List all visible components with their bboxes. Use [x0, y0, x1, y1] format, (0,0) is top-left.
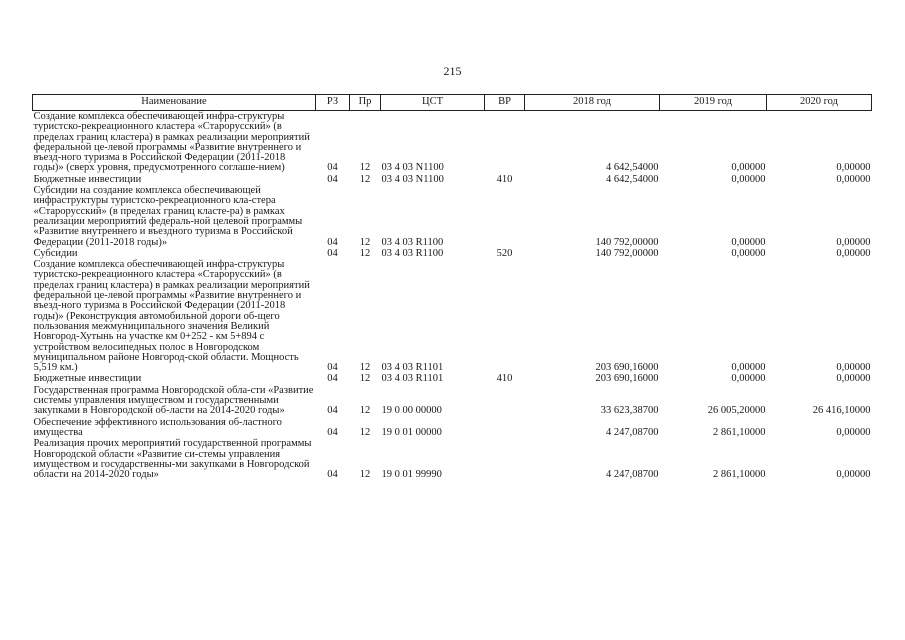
row-pr: 12: [359, 469, 371, 481]
header-2018: 2018 год: [525, 95, 660, 111]
row-name: Создание комплекса обеспечивающей инфра-структуры туристско-рекреационного кластера «Старорусский» (в пределах границ кластера) в рамках реализации мероприятий федеральной це-левой программы «Развитие внутреннего и въезд-ного туризма в Российской Федерации (2011-2018 годы)» (Реконструкция автомобильной дороги об-щего пользования межмуниципального значения Великий Новгород-Хутынь на участке км 0+252 - км 5+894 с устройством велосипедных полос в Новгородском муниципальном районе Новгород-ской области. Мощность 5,519 км.): [33, 259, 310, 374]
table-row: [33, 438, 872, 480]
page-number: 215: [443, 64, 462, 78]
row-2019: 2 861,10000: [713, 469, 766, 481]
table-body: [33, 111, 872, 481]
header-rz: РЗ: [316, 95, 350, 111]
row-vr: [485, 259, 525, 373]
row-vr: [485, 185, 525, 248]
row-2018: 4 642,54000: [606, 162, 659, 174]
row-rz: 04: [327, 173, 338, 185]
row-2018: 4 247,08700: [606, 426, 659, 438]
row-rz: 04: [327, 236, 338, 248]
row-2019: 2 861,10000: [713, 426, 766, 438]
row-name: Субсидии на создание комплекса обеспечивающей инфраструктуры туристско-рекреационного кла-стера «Старорусский» (в пределах границ класте-ра) в рамках реализации мероприятий федераль-ной целевой программы «Развитие внутреннего и въездного туризма в Российской Федерации (2011-2018 годы)»: [33, 185, 303, 248]
table-row: [33, 248, 872, 259]
row-rz: 04: [327, 469, 338, 481]
row-2018: 140 792,00000: [595, 236, 659, 248]
header-name: Наименование: [33, 95, 316, 111]
row-2018: 203 690,16000: [595, 373, 659, 385]
row-2020: 0,00000: [836, 247, 871, 259]
row-cst: 03 4 03 R1101: [381, 373, 444, 385]
row-pr: 12: [359, 162, 371, 174]
row-2020: 26 416,10000: [812, 405, 871, 417]
header-pr: Пр: [350, 95, 381, 111]
row-cst: 03 4 03 R1101: [381, 362, 444, 374]
row-name: Бюджетные инвестиции: [33, 373, 142, 385]
row-cst: 03 4 03 R1100: [381, 247, 444, 259]
row-2020: 0,00000: [836, 173, 871, 185]
row-name: Реализация прочих мероприятий государственной программы Новгородской области «Развитие си-стемы управления имуществом и государственны-ми закупками в Новгородской области на 2014-2020 годы»: [33, 438, 312, 481]
table-row: [33, 417, 872, 439]
row-vr: [485, 417, 525, 439]
row-2018: 4 642,54000: [606, 173, 659, 185]
row-2020: 0,00000: [836, 469, 871, 481]
row-2018: 140 792,00000: [595, 247, 659, 259]
row-name: Создание комплекса обеспечивающей инфра-структуры туристско-рекреационного кластера «Старорусский» (в пределах границ кластера) в рамках реализации мероприятий федеральной це-левой программы «Развитие внутреннего и въезд-ного туризма в Российской Федерации (2011-2018 годы)» (сверх уровня, предусмотренного соглаше-нием): [33, 111, 310, 174]
row-pr: 12: [359, 426, 371, 438]
row-cst: 19 0 01 00000: [381, 426, 442, 438]
row-rz: 04: [327, 162, 338, 174]
row-cst: 03 4 03 N1100: [381, 173, 444, 185]
row-rz: 04: [327, 362, 338, 374]
row-2019: 26 005,20000: [707, 405, 766, 417]
row-vr: 520: [496, 247, 513, 259]
table-row: [33, 174, 872, 185]
row-2019: 0,00000: [731, 373, 766, 385]
row-vr: [485, 111, 525, 174]
row-2019: 0,00000: [731, 247, 766, 259]
table-row: [33, 385, 872, 417]
row-rz: 04: [327, 426, 338, 438]
row-name: Бюджетные инвестиции: [33, 173, 142, 185]
row-pr: 12: [359, 236, 371, 248]
row-pr: 12: [359, 373, 371, 385]
row-vr: 410: [496, 373, 513, 385]
row-2020: 0,00000: [836, 236, 871, 248]
row-cst: 19 0 01 99990: [381, 469, 442, 481]
row-cst: 03 4 03 N1100: [381, 162, 444, 174]
row-vr: [485, 438, 525, 480]
row-2019: 0,00000: [731, 362, 766, 374]
row-pr: 12: [359, 173, 371, 185]
row-2019: 0,00000: [731, 162, 766, 174]
row-2020: 0,00000: [836, 373, 871, 385]
row-2018: 203 690,16000: [595, 362, 659, 374]
row-name: Государственная программа Новгородской обла-сти «Развитие системы управления имуществом и государственными закупками в Новгородской об-ласти на 2014-2020 годы»: [33, 384, 314, 417]
row-2018: 4 247,08700: [606, 469, 659, 481]
row-pr: 12: [359, 247, 371, 259]
header-2020: 2020 год: [767, 95, 872, 111]
table-row: [33, 185, 872, 248]
row-vr: 410: [496, 173, 513, 185]
row-2018: 33 623,38700: [600, 405, 659, 417]
row-2019: 0,00000: [731, 236, 766, 248]
row-2020: 0,00000: [836, 162, 871, 174]
table-header: [33, 95, 872, 111]
row-pr: 12: [359, 362, 371, 374]
header-2019: 2019 год: [660, 95, 767, 111]
header-vr: ВР: [485, 95, 525, 111]
row-pr: 12: [359, 405, 371, 417]
budget-table: [32, 94, 872, 480]
table-row: [33, 259, 872, 373]
row-rz: 04: [327, 405, 338, 417]
row-cst: 03 4 03 R1100: [381, 236, 444, 248]
row-2020: 0,00000: [836, 426, 871, 438]
table-row: [33, 373, 872, 384]
header-cst: ЦСТ: [381, 95, 485, 111]
row-2019: 0,00000: [731, 173, 766, 185]
row-rz: 04: [327, 247, 338, 259]
row-2020: 0,00000: [836, 362, 871, 374]
row-name: Обеспечение эффективного использования об-ластного имущества: [33, 416, 282, 438]
table-row: [33, 111, 872, 174]
row-vr: [485, 385, 525, 417]
row-cst: 19 0 00 00000: [381, 405, 442, 417]
row-name: Субсидии: [33, 247, 78, 259]
row-rz: 04: [327, 373, 338, 385]
